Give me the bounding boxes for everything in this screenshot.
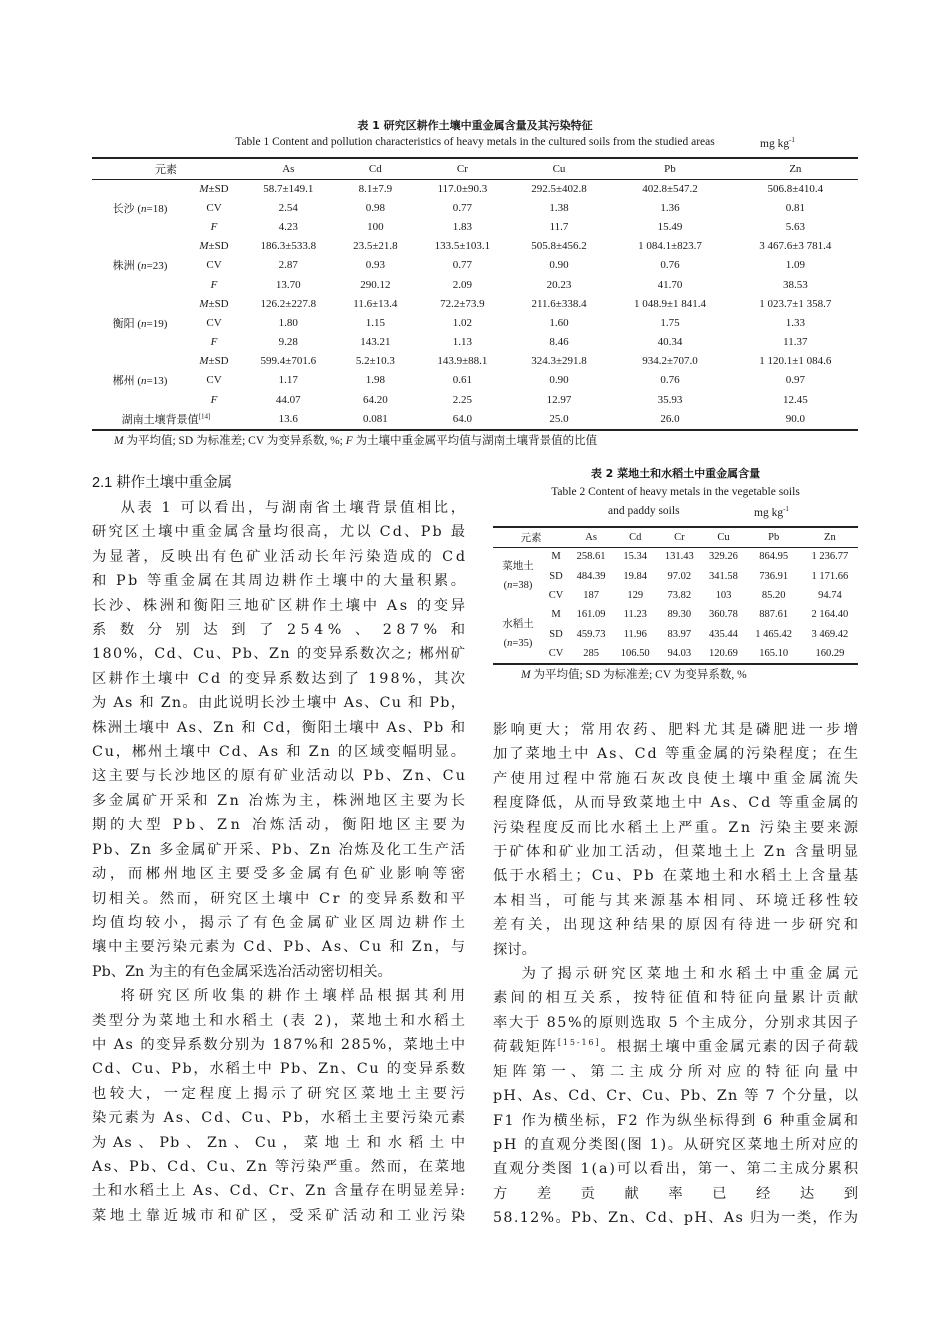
left-text-line: As、Pb、Cd、Cu、Zn 等污染严重。然而，在菜地 — [92, 1158, 467, 1175]
right-text-line: 为了揭示研究区菜地土和水稻土中重金属元 — [521, 966, 862, 983]
left-text-line: 研究区土壤中重金属含量均很高，尤以 Cd、Pb 最 — [92, 524, 468, 541]
table1-stat-italic: F — [210, 393, 218, 406]
table1-cell: 0.97 — [785, 374, 805, 387]
left-text-line: 均值均较小，揭示了有色金属矿业区周边耕作土 — [92, 914, 469, 931]
table2-header-as: As — [585, 531, 597, 543]
table1-title-en: Table 1 Content and pollution characteristics of heavy metals in the cultured soils from the studied areas — [235, 136, 715, 148]
left-text-line: 切相关。然而，研究区土壤中 Cr 的变异系数和平 — [92, 890, 468, 907]
table1-cell: 1.80 — [278, 316, 298, 329]
table1-cell: 2.54 — [278, 201, 298, 214]
table-row — [92, 256, 858, 275]
table1 — [92, 159, 858, 428]
note-symbol: F — [345, 435, 353, 447]
table2-cell: 73.82 — [667, 589, 692, 601]
table1-cell: 20.23 — [546, 278, 572, 291]
left-text-line: 从表 1 可以看出，与湖南省土壤背景值相比， — [120, 500, 468, 516]
left-text-line: 和 Pb 等重金属在其周边耕作土壤中的大量积累。 — [92, 573, 468, 590]
table2-header-zn: Zn — [824, 531, 836, 543]
table1-cell: 0.77 — [452, 201, 473, 214]
table1-title-cn: 表 1 研究区耕作土壤中重金属含量及其污染特征 — [357, 119, 593, 132]
table1-stat-italic: F — [210, 220, 218, 233]
table1-cell: 506.8±410.4 — [767, 182, 824, 195]
table1-cell: 72.2±73.9 — [440, 297, 485, 310]
table2-unit — [754, 505, 789, 519]
table1-cell: 4.23 — [278, 220, 298, 233]
right-text-line: 58.12%。Pb、Zn、Cd、pH、As 归为一类，作为 — [493, 1210, 860, 1227]
table1-cell: 40.34 — [657, 336, 683, 349]
table2-cell: 11.23 — [623, 609, 647, 621]
table1-header-as: As — [282, 163, 295, 175]
table2-group-name: 菜地土 — [502, 561, 534, 573]
n-italic: n — [507, 638, 513, 650]
table1-stat: CV — [206, 374, 222, 387]
right-text-line: 污染程度反而比水稻土上严重。Zn 污染主要来源 — [493, 819, 861, 836]
table2-header-row — [493, 527, 858, 547]
table-row — [493, 586, 858, 605]
table1-cell: 9.28 — [278, 336, 298, 349]
table1-cell: 41.70 — [657, 278, 683, 291]
left-text-line: 菜地土靠近城市和矿区，受采矿活动和工业污染 — [92, 1207, 469, 1224]
table2-cell: 187 — [583, 589, 599, 601]
table1-cell: 0.98 — [365, 201, 385, 214]
right-text-line: pH、As、Cd、Cr、Cu、Pb、Zn 等 7 个分量，以 — [493, 1088, 860, 1105]
table1-stat — [188, 275, 240, 294]
right-text-line: 探讨。 — [493, 941, 536, 958]
left-text-line: 为 As 、 Pb 、 Zn 、 Cu ， 菜 地 土 和 水 稻 土 中 — [92, 1134, 467, 1151]
table2-cell: 106.50 — [620, 648, 650, 660]
table-row — [92, 390, 858, 409]
table1-cell: 90.0 — [785, 412, 805, 425]
table2-cell: 459.73 — [576, 628, 606, 640]
left-text-line: 中 As 的变异系数分别为 187%和 285%，菜地土中 — [92, 1036, 467, 1053]
table1-stat — [188, 217, 240, 236]
left-text-line: 动，而郴州地区主要受多金属有色矿业影响等密 — [92, 866, 469, 883]
table1-cell: 1.02 — [452, 316, 473, 329]
table1-cell: 13.70 — [275, 278, 301, 291]
table1-cell: 0.90 — [549, 259, 569, 272]
right-text-line: 素间的相互关系，按特征值和特征向量累计贡献 — [493, 990, 862, 1007]
table1-cell: 1.15 — [365, 316, 385, 329]
table1-cell: 58.7±149.1 — [263, 182, 314, 195]
left-text-line: 也较大，一定程度上揭示了研究区菜地土主要污 — [92, 1085, 469, 1102]
table1-cell: 35.93 — [657, 393, 683, 406]
table2-header-element: 元素 — [520, 532, 542, 544]
left-text-line: 将研究区所收集的耕作土壤样品根据其利用 — [120, 988, 470, 1005]
table1-cell: 8.46 — [549, 336, 569, 349]
table1-stat-italic-m: M — [199, 182, 209, 195]
table1-background-row — [92, 409, 858, 428]
table1-cell: 15.49 — [657, 220, 683, 233]
table1-cell: 0.61 — [452, 374, 473, 387]
table1-stat: M±SD — [199, 297, 229, 310]
table2-group — [493, 547, 543, 605]
table1-cell: 117.0±90.3 — [437, 182, 488, 195]
table2-header-pb: Pb — [768, 531, 780, 543]
table2-body — [493, 547, 858, 663]
table2-cell: 285 — [583, 648, 599, 660]
table1-note: M 为平均值; SD 为标准差; CV 为变异系数, %; F 为土壤中重金属平均值与湖南土壤背景值的比值 — [114, 435, 598, 447]
table1-cell: 1.13 — [452, 336, 473, 349]
table-row — [92, 179, 858, 198]
table1-header-cu: Cu — [552, 163, 566, 175]
table1-cell: 2.87 — [278, 259, 298, 272]
table2-cell: 160.29 — [815, 648, 845, 660]
left-text-line: 土和水稻土上 As、Cd、Cr、Zn 含量存在明显差异: — [92, 1183, 467, 1200]
table1-body — [92, 179, 858, 428]
table2-header-cd: Cd — [629, 531, 642, 543]
table1-cell: 11.7 — [549, 220, 569, 233]
table1-cell: 1.17 — [278, 374, 298, 387]
n-italic: n — [141, 202, 147, 215]
table1-cell: 1.75 — [660, 316, 680, 329]
table1-header-cd: Cd — [368, 163, 382, 175]
table1-cell: 0.93 — [365, 259, 385, 272]
right-text-line: 加了菜地土中 As、Cd 等重金属的污染程度；在生 — [493, 746, 860, 763]
table1-header-pb: Pb — [664, 163, 676, 175]
right-text-line: 低于水稻土；Cu、Pb 在菜地土和水稻土上含量基 — [493, 868, 861, 885]
table1-cell: 8.1±7.9 — [358, 182, 393, 195]
table1-cell: 0.90 — [549, 374, 569, 387]
table2-stat: M — [551, 609, 561, 621]
n-italic: n — [141, 260, 147, 273]
left-text-line: 180%，Cd、Cu、Pb、Zn 的变异系数次之; 郴州矿 — [92, 646, 467, 663]
table2-stat: SD — [549, 628, 563, 640]
table2-cell: 1 171.66 — [811, 570, 849, 582]
table1-cell: 38.53 — [782, 278, 808, 291]
table2-cell: 83.97 — [667, 628, 692, 640]
table1-cell: 44.07 — [275, 393, 301, 406]
table2-cell: 1 465.42 — [755, 628, 793, 640]
left-text-line: Cd、Cu、Pb，水稻土中 Pb、Zn、Cu 的变异系数 — [92, 1061, 467, 1078]
table1-cell: 1 120.1±1 084.6 — [759, 355, 832, 368]
table2-group-n: (n=38) — [503, 580, 533, 592]
table1-cell: 25.0 — [549, 412, 569, 425]
table1-cell: 1.83 — [452, 220, 473, 233]
table1-cell: 934.2±707.0 — [642, 355, 698, 368]
left-text-line: 类型分为菜地土和水稻土 (表 2)，菜地土和水稻土 — [92, 1012, 468, 1029]
table1-cell: 1.09 — [785, 259, 805, 272]
right-column-text — [493, 718, 871, 1231]
table1-stat — [188, 333, 240, 352]
table2-title-en-line1: Table 2 Content of heavy metals in the vegetable soils — [551, 486, 800, 498]
table1-city: 株洲 (n=23) — [112, 260, 168, 273]
table1-stat-italic: F — [210, 278, 218, 291]
left-text-line: 染元素为 As、Cd、Cu、Pb，水稻土主要污染元素 — [92, 1110, 467, 1127]
table-row — [92, 217, 858, 236]
right-text-line: 影响更大；常用农药、肥料尤其是磷肥进一步增 — [493, 722, 862, 738]
right-text-citation: [15-16] — [557, 1038, 601, 1048]
left-text-line: 系 数 分 别 达 到 了 254% 、 287% 和 — [92, 622, 470, 639]
table1-cell: 23.5±21.8 — [353, 240, 398, 253]
table1-cell: 1 084.1±823.7 — [638, 240, 702, 253]
left-text-line: 多金属矿开采和 Zn 冶炼为主，株洲地区主要为长 — [92, 792, 468, 809]
table1-cell: 133.5±103.1 — [434, 240, 491, 253]
table2-group-n: (n=35) — [503, 638, 533, 650]
table2-cell: 85.20 — [761, 589, 786, 601]
table2-header-cr: Cr — [674, 531, 685, 543]
table1-cell: 505.8±456.2 — [531, 240, 587, 253]
table1-cell: 2.09 — [452, 278, 473, 291]
table2-title-cn: 表 2 菜地土和水稻土中重金属含量 — [590, 467, 761, 480]
table2-cell: 887.61 — [759, 609, 789, 621]
table2-stat: CV — [548, 648, 564, 660]
table1-stat: M±SD — [199, 355, 229, 368]
table1-cell: 26.0 — [660, 412, 680, 425]
table2-cell: 94.03 — [667, 648, 692, 660]
table1-stat-italic-m: M — [199, 355, 209, 368]
table2-stat: CV — [548, 589, 564, 601]
table1-stat-italic-m: M — [199, 240, 209, 253]
section-heading: 2.1 耕作土壤中重金属 — [92, 475, 233, 491]
left-text-line: 为 As 和 Zn。由此说明长沙土壤中 As、Cu 和 Pb， — [92, 695, 467, 712]
n-italic: n — [141, 375, 147, 388]
table1-cell: 599.4±701.6 — [260, 355, 317, 368]
left-text-line: 壤中主要污染元素为 Cd、Pb、As、Cu 和 Zn，与 — [92, 939, 467, 956]
left-column-text — [92, 496, 470, 1228]
right-text-line: F1 作为横坐标，F2 作为纵坐标得到 6 种重金属和 — [493, 1112, 860, 1129]
table1-unit-sup: -1 — [789, 136, 795, 144]
table1-stat: CV — [206, 201, 222, 214]
table1-cell: 12.45 — [782, 393, 808, 406]
table2-cell: 165.10 — [759, 648, 789, 660]
right-text-line: 程度降低，从而导致菜地土中 As、Cd 等重金属的 — [493, 795, 860, 812]
table2-cell: 94.74 — [818, 589, 842, 601]
table1-cell: 0.81 — [785, 201, 805, 214]
table-row — [493, 605, 858, 624]
table2-cell: 484.39 — [576, 570, 606, 582]
right-text-line: 产使用过程中常施石灰改良使土壤中重金属流失 — [493, 770, 862, 787]
table2-cell: 11.96 — [623, 628, 647, 640]
table2-cell: 341.58 — [709, 570, 738, 582]
right-text-line: 差有关，出现这种结果的原因有待进一步研究和 — [493, 917, 862, 934]
table1-cell: 211.6±338.4 — [531, 297, 587, 310]
table1-stat: M±SD — [199, 240, 229, 253]
table1-cell: 2.25 — [452, 393, 473, 406]
table1-cell: 1 023.7±1 358.7 — [759, 297, 832, 310]
table2-group-name: 水稻土 — [502, 619, 534, 631]
table2-cell: 129 — [627, 589, 644, 601]
table1-cell: 64.20 — [362, 393, 388, 406]
table-row — [493, 644, 858, 663]
table1-cell: 64.0 — [452, 412, 473, 425]
table2-cell: 3 469.42 — [811, 628, 849, 640]
right-text-line: 率大于 85%的原则选取 5 个主成分，分别求其因子 — [493, 1014, 860, 1031]
left-text-line: Pb、Zn 为主的有色金属采选冶活动密切相关。 — [92, 963, 392, 980]
right-text-line: pH 的直观分类图(图 1)。从研究区菜地土所对应的 — [493, 1136, 860, 1153]
note-symbol: M — [114, 435, 124, 447]
right-text-line: 于矿体和矿业加工活动，但菜地土上 Zn 含量明显 — [493, 844, 861, 861]
right-text-line: 荷载矩阵[15-16]。根据土壤中重金属元素的因子荷载 — [493, 1038, 860, 1056]
table1-stat-italic: F — [210, 336, 218, 349]
table1-stat: CV — [206, 316, 222, 329]
table1-cell: 143.21 — [360, 336, 391, 349]
table1-cell: 1 048.9±1 841.4 — [633, 297, 706, 310]
table1-cell: 126.2±227.8 — [260, 297, 317, 310]
table1-cell: 0.76 — [660, 374, 680, 387]
left-text-line: Pb、Zn 多金属矿开采、Pb、Zn 冶炼及化工生产活 — [92, 841, 467, 858]
table-row — [92, 294, 858, 313]
table2-cell: 258.61 — [576, 551, 606, 563]
table1-cell: 5.63 — [785, 220, 805, 233]
table2-group — [493, 605, 543, 663]
left-text-line: 这主要与长沙地区的原有矿业活动以 Pb、Zn、Cu — [92, 768, 468, 785]
table-row — [493, 625, 858, 644]
table1-stat-italic-m: M — [199, 297, 209, 310]
table1-cell: 1.60 — [549, 316, 569, 329]
table1-cell: 143.9±88.1 — [437, 355, 488, 368]
right-text-line: 矩阵第一、第二主成分所对应的特征向量中 — [493, 1063, 864, 1080]
right-text-line: 本相当，可能与其来源基本相同、环境迁移性较 — [493, 892, 862, 909]
table2-cell: 97.02 — [667, 570, 692, 582]
table2-cell: 120.69 — [709, 648, 738, 660]
n-italic: n — [507, 580, 513, 592]
left-text-line: 为显著，反映出有色矿业活动长年污染造成的 Cd — [92, 548, 468, 565]
table1-background-label: 湖南土壤背景值[14] — [121, 412, 211, 426]
table-row — [493, 566, 858, 585]
table-row — [92, 333, 858, 352]
table1-header-element: 元素 — [155, 164, 177, 176]
table1-header-zn: Zn — [789, 163, 802, 175]
table-row — [92, 313, 858, 332]
left-text-line: 长沙、株洲和衡阳三地矿区耕作土壤中 As 的变异 — [92, 597, 468, 614]
table2-stat: SD — [549, 570, 563, 582]
table1-cell: 3 467.6±3 781.4 — [759, 240, 832, 253]
left-text-line: 区耕作土壤中 Cd 的变异系数达到了 198%，其次 — [92, 670, 468, 687]
table1-bottom-rule — [92, 429, 858, 431]
table2-cell: 864.95 — [759, 551, 789, 563]
table1-unit-text: mg kg — [760, 137, 790, 150]
table2-cell: 1 236.77 — [811, 551, 849, 563]
table1-cell: 13.6 — [278, 412, 298, 425]
table2-cell: 89.30 — [667, 609, 692, 621]
table2-cell: 435.44 — [709, 628, 738, 640]
table2-title-en-line2: and paddy soils — [608, 505, 680, 517]
table1-cell: 100 — [367, 220, 384, 233]
table1-cell: 0.77 — [452, 259, 473, 272]
right-text-line: 方 差 贡 献 率 已 经 达 到 — [493, 1185, 871, 1202]
table-row — [92, 371, 858, 390]
table2-cell: 161.09 — [576, 609, 606, 621]
table1-cell: 324.3±291.8 — [531, 355, 587, 368]
table1-cell: 1.33 — [785, 316, 805, 329]
table1-cell: 292.5±402.8 — [531, 182, 587, 195]
table2-cell: 19.84 — [623, 570, 648, 582]
table1-cell: 402.8±547.2 — [642, 182, 698, 195]
table1-cell: 186.3±533.8 — [260, 240, 317, 253]
left-text-line: Cu，郴州土壤中 Cd、As 和 Zn 的区域变幅明显。 — [92, 744, 467, 761]
table2-unit-sup: -1 — [783, 505, 789, 513]
left-text-line: 株洲土壤中 As、Zn 和 Cd，衡阳土壤中 As、Pb 和 — [92, 719, 467, 736]
table2-stat: M — [551, 551, 561, 563]
table1-city: 长沙 (n=18) — [112, 202, 168, 215]
table-row — [92, 352, 858, 371]
table-row — [92, 237, 858, 256]
table2-cell: 736.91 — [759, 570, 789, 582]
table1-cell: 5.2±10.3 — [355, 355, 395, 368]
table1-unit — [760, 136, 795, 150]
table1-stat — [188, 390, 240, 409]
table-row — [92, 275, 858, 294]
table1-cell: 12.97 — [546, 393, 572, 406]
table1-cell: 0.76 — [660, 259, 680, 272]
table-row — [493, 547, 858, 566]
table1-city: 郴州 (n=13) — [112, 375, 168, 388]
left-text-line: 期的大型 Pb、Zn 冶炼活动，衡阳地区主要为 — [92, 817, 469, 834]
table1-city: 衡阳 (n=19) — [112, 317, 168, 330]
table-row — [92, 198, 858, 217]
table2-header-cu: Cu — [717, 531, 730, 543]
table1-header-cr: Cr — [456, 163, 468, 175]
table2-cell: 329.26 — [709, 551, 738, 563]
table2-cell: 131.43 — [664, 551, 694, 563]
table2-cell: 103 — [715, 589, 732, 601]
table1-cell: 11.37 — [783, 336, 808, 349]
note-symbol: M — [521, 669, 531, 681]
table2-cell: 15.34 — [623, 551, 648, 563]
table1-stat: M±SD — [199, 182, 229, 195]
table1-header-row — [92, 159, 858, 179]
table2-cell: 360.78 — [709, 609, 738, 621]
table1-cell: 11.6±13.4 — [353, 297, 398, 310]
table1-cell: 0.081 — [362, 412, 388, 425]
table2-note: M 为平均值; SD 为标准差; CV 为变异系数, % — [521, 669, 747, 681]
table1-cell: 290.12 — [360, 278, 391, 291]
table2-cell: 2 164.40 — [811, 609, 849, 621]
table2 — [493, 527, 858, 663]
table1-cell: 1.38 — [549, 201, 569, 214]
table2-unit-text: mg kg — [754, 506, 784, 519]
table1-background-ref: [14] — [198, 412, 211, 421]
table1-stat: CV — [206, 259, 222, 272]
right-text-line: 直观分类图 1(a)可以看出，第一、第二主成分累积 — [493, 1161, 860, 1178]
table1-cell: 1.36 — [660, 201, 680, 214]
n-italic: n — [141, 317, 147, 330]
table1-cell: 1.98 — [365, 374, 385, 387]
